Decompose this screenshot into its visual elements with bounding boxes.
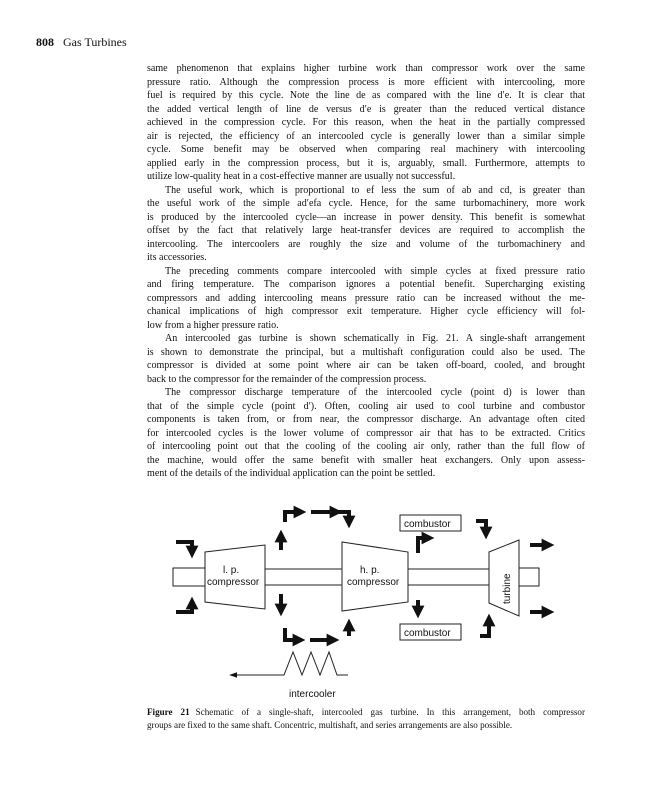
figure-number: Figure 21: [147, 707, 190, 717]
p1-line-7: cycle. Some benefit may be observed when comparing real machinery with intercooling: [147, 144, 585, 155]
page-number: 808: [36, 35, 54, 49]
p1-line-5: achieved in the compression cycle. For this reason, when the heat in the partially compressed: [147, 117, 585, 128]
lp-label-1: l. p.: [223, 565, 240, 576]
p1-line-8: applied early in the compression process, but it is, arguably, small. Furthermore, attempts to: [147, 157, 585, 169]
running-title: Gas Turbines: [63, 35, 127, 49]
p1-line-4: the added vertical length of line de versus d′e is greater than the reduced vertical distance: [147, 103, 585, 115]
p3-line-3: compressors and adding intercooling means pressure ratio can be increased without the me-: [147, 292, 585, 304]
p2-line-2: the useful work of the simple ad′efa cycle. Hence, for the same turbomachinery, more work: [147, 198, 585, 209]
p4-line-3: compressor is divided at some point where air can be taken off-board, cooled, and brought: [147, 360, 585, 371]
figure-caption: [147, 706, 585, 731]
p2-line-4: offset by the fact that relatively large heat-transfer devices are required to accomplish the: [147, 225, 585, 236]
combustor-top-label: combustor: [404, 519, 451, 530]
p3-line-1: The preceding comments compare intercooled with simple cycles at fixed pressure ratio: [165, 265, 585, 277]
intercooler-label: intercooler: [289, 689, 336, 700]
p3-line-2: and firing temperature. The comparison ignores a potential benefit. Supercharging existing: [147, 279, 585, 290]
p4-line-1: An intercooled gas turbine is shown schematically in Fig. 21. A single-shaft arrangement: [165, 333, 585, 344]
hp-label-1: h. p.: [360, 565, 380, 576]
p1-line-9: utilize low-quality heat in a cost-effective manner are usually not successful.: [147, 171, 456, 182]
p4-line-2: is shown to demonstrate the principal, but a multishaft configuration could also be used. The: [147, 346, 585, 358]
lp-label-2: compressor: [207, 577, 260, 588]
caption-line-2: groups are fixed to the same shaft. Concentric, multishaft, and series arrangements are also possible.: [147, 719, 513, 730]
intercooler-coil: [273, 652, 348, 675]
p3-line-4: chanical implications of high compressor exit temperature. Higher cycle efficiency will fol-: [147, 306, 585, 317]
cooler-top-bend-icon: [285, 512, 300, 522]
p4-line-4: back to the compressor for the remainder of the compression process.: [147, 373, 427, 385]
shaft-left-stub: [173, 568, 205, 586]
p1-line-3: fuel is required by this cycle. Note the line de as compared with the line d′e. It is clear that: [147, 90, 585, 101]
p3-line-5: low from a higher pressure ratio.: [147, 319, 279, 331]
inlet-arrow-top-icon: [176, 542, 192, 552]
p2-line-6: its accessories.: [147, 252, 207, 263]
inlet-arrow-bottom-icon: [176, 603, 192, 612]
p5-line-6: the machine, would offer the same benefit with smaller heat exchangers. Only upon assess-: [147, 454, 585, 466]
shaft-right-stub: [519, 568, 539, 586]
combustor-top-to-turbine-icon: [476, 521, 486, 533]
p2-line-1: The useful work, which is proportional to ef less the sum of ab and cd, is greater than: [165, 184, 585, 196]
cooler-top-return-icon: [338, 512, 349, 522]
p5-line-5: of intercooling point out that the cooling of the cooling air only, rather than the full flow of: [147, 441, 585, 452]
combustor-bottom-label: combustor: [404, 628, 451, 639]
p5-line-3: components is taken from, or from near, the compressor discharge. An advantage often cited: [147, 414, 585, 425]
hp-label-2: compressor: [347, 577, 400, 588]
turbine-label: turbine: [502, 573, 513, 604]
p1-line-2: pressure ratio. Although the compression process is more efficient with intercooling, more: [147, 76, 585, 88]
caption-line-1: [147, 706, 585, 719]
p1-line-1: same phenomenon that explains higher turbine work than compressor work over the same: [147, 63, 585, 74]
p2-line-3: is produced by the intercooled cycle—an increase in power density. This benefit is somewhat: [147, 211, 585, 223]
p5-line-4: for intercooled cycles is the lower volume of compressor air that has to be extracted. Critics: [147, 427, 585, 439]
p5-line-1: The compressor discharge temperature of the intercooled cycle (point d) is lower than: [165, 387, 585, 398]
hp-to-combustor-top-icon: [418, 538, 428, 553]
caption-text-1: Schematic of a single-shaft, intercooled gas turbine. In this arrangement, both compressor: [195, 707, 585, 717]
p2-line-5: intercooling. The intercoolers are roughly the size and volume of the turbomachinery and: [147, 238, 585, 250]
p5-line-2: that of the simple cycle (point d′). Often, cooling air used to cool turbine and combustor: [147, 400, 585, 412]
cooler-bottom-bend-icon: [285, 628, 299, 640]
p5-line-7: ment of the details of the individual application can the point be settled.: [147, 468, 436, 479]
p1-line-6: air is rejected, the efficiency of an intercooled cycle is generally lower than a similar simple: [147, 130, 585, 142]
combustor-bottom-to-turbine-icon: [480, 620, 489, 636]
